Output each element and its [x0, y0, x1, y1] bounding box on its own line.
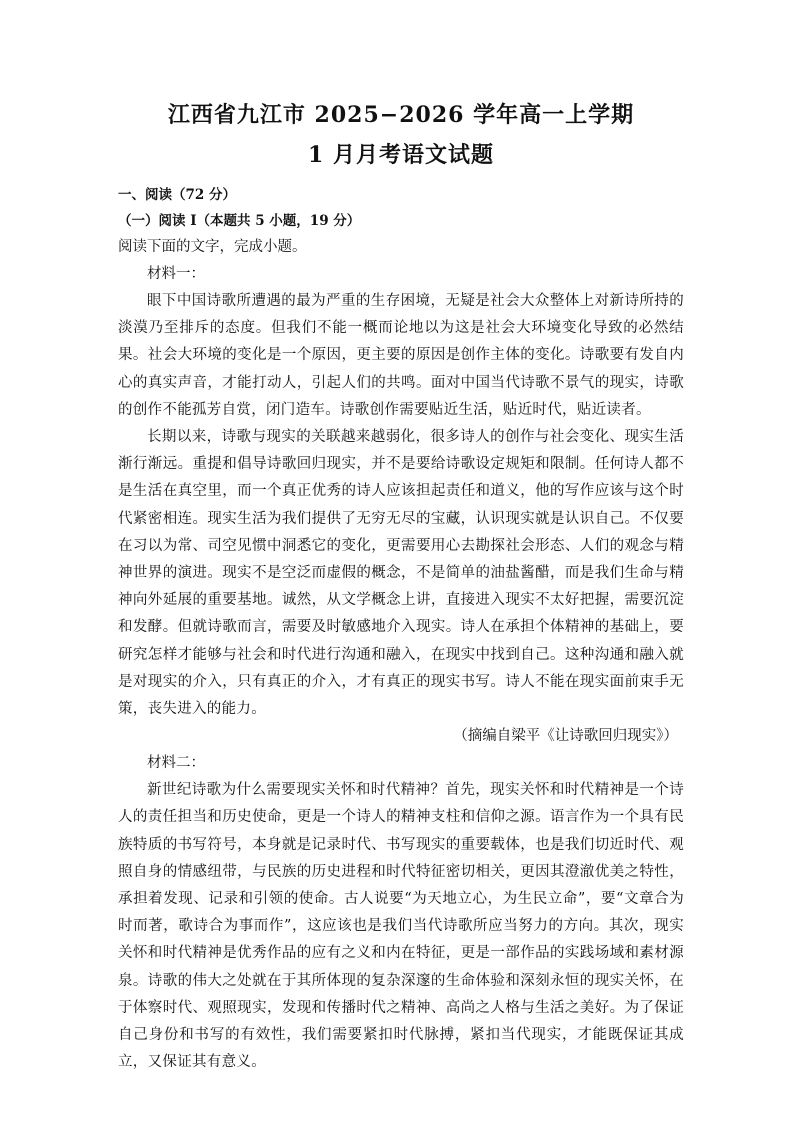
document-title-line1: 江西省九江市 2025−2026 学年高一上学期 [167, 102, 635, 128]
material1-paragraph-2: 长期以来，诗歌与现实的关联越来越弱化，很多诗人的创作与社会变化、现实生活渐行渐远。重提和倡导诗歌回归现实，并不是要给诗歌设定规矩和限制。任何诗人都不是生活在真空里，而一个真正优秀的诗人应该担起责任和道义，他的写作应该与这个时代紧密相连。现实生活为我们提供了无穷无尽的宝藏，认识现实就是认识自己。不仅要在习以为常、司空见惯中洞悉它的变化，更需要用心去勘探社会形态、人们的观念与精神世界的演进。现实不是空泛而虚假的概念，不是简单的油盐酱醋，而是我们生命与精神向外延展的重要基地。诚然，从文学概念上讲，直接进入现实不太好把握，需要沉淀和发酵。但就诗歌而言，需要及时敏感地介入现实。诗人在承担个体精神的基础上，要研究怎样才能够与社会和时代进行沟通和融入，在现实中找到自己。这种沟通和融入就是对现实的介入，只有真正的介入，才有真正的现实书写。诗人不能在现实面前束手无策，丧失进入的能力。 [118, 429, 684, 718]
material1-label: 材料一： [147, 266, 205, 282]
instruction-text: 阅读下面的文字，完成小题。 [118, 239, 307, 255]
material2-label: 材料二： [147, 755, 205, 772]
material2-paragraph-1: 新世纪诗歌为什么需要现实关怀和时代精神？首先，现实关怀和时代精神是一个诗人的责任担当和历史使命，更是一个诗人的精神支柱和信仰之源。语言作为一个具有民族特质的书写符号，本身就是记录时代、书写现实的重要载体，也是我们切近时代、观照自身的情感纽带，与民族的历史进程和时代特征密切相关，更因其澄澈优美之特性，承担着发现、记录和引领的使命。古人说要“为天地立心，为生民立命”，要“文章合为时而著，歌诗合为事而作”，这应该也是我们当代诗歌所应当努力的方向。其次，现实关怀和时代精神是优秀作品的应有之义和内在特征，更是一部作品的实践场域和素材源泉。诗歌的伟大之处就在于其所体现的复杂深邃的生命体验和深刻永恒的现实关怀，在于体察时代、观照现实，发现和传播时代之精神、高尚之人格与生活之美好。为了保证自己身份和书写的有效性，我们需要紧扣时代脉搏，紧扣当代现实，才能既保证其成立，又保证其有意义。 [118, 782, 684, 1071]
material1-source: （摘编自梁平《让诗歌回归现实》） [453, 728, 678, 745]
document-page [118, 98, 684, 1076]
material1-paragraph-1: 眼下中国诗歌所遭遇的最为严重的生存困境，无疑是社会大众整体上对新诗所持的淡漠乃至排斥的态度。但我们不能一概而论地以为这是社会大环境变化导致的必然结果。社会大环境的变化是一个原因，更主要的原因是创作主体的变化。诗歌要有发自内心的真实声音，才能打动人，引起人们的共鸣。面对中国当代诗歌不景气的现实，诗歌的创作不能孤芳自赏，闭门造车。诗歌创作需要贴近生活，贴近时代，贴近读者。 [118, 293, 684, 418]
document-title-line2: 1 月月考语文试题 [308, 142, 494, 168]
section-heading: 一、阅读（72 分） [118, 187, 236, 203]
subsection-heading: （一）阅读 I（本题共 5 小题，19 分） [118, 213, 361, 229]
